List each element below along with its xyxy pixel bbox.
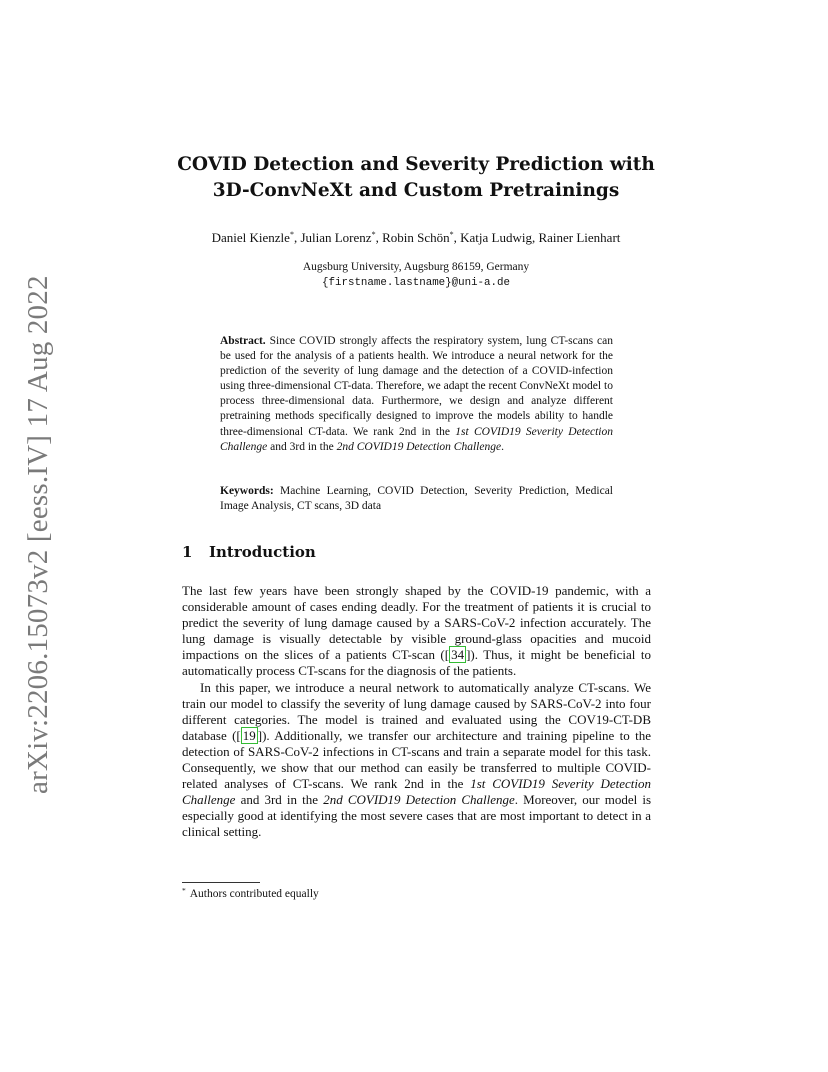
affiliation — [150, 259, 682, 291]
author-mark: * — [371, 230, 376, 239]
citation-link[interactable]: 19 — [242, 727, 256, 743]
paragraph — [182, 583, 651, 680]
footnote-rule — [182, 882, 260, 883]
paper-title-line-1: COVID Detection and Severity Prediction with — [177, 154, 655, 175]
footnote — [182, 886, 319, 900]
affiliation-email: {firstname.lastname}@uni-a.de — [322, 277, 510, 289]
author-mark: * — [289, 230, 294, 239]
author-name: Robin Schön — [382, 230, 450, 245]
paragraph-text: In this paper, we introduce a neural network to automatically analyze CT-scans. We train our model to classify the severity of lung damage caused by SARS-CoV-2 into four different categories. The model is trained and evaluated using the COV19-CT-DB database ([ — [182, 679, 651, 743]
keywords — [220, 484, 613, 514]
keywords-text: Machine Learning, COVID Detection, Severity Prediction, Medical Image Analysis, CT scans, 3D data — [220, 485, 613, 513]
introduction-body — [182, 583, 651, 841]
author-separator: , — [375, 230, 383, 245]
abstract-text-between: and 3rd in the — [267, 440, 337, 453]
paragraph-text: ]). Additionally, we transfer our architecture and training pipeline to the detection of SARS-CoV-2 infections in CT-scans and train a separate model for this task. Consequently, we show that our method can easily be transferred to multiple COVID-related analyses of CT-scans. We rank 2nd in the — [182, 727, 651, 792]
paragraph-challenge-2: 2nd COVID19 Detection Challenge — [323, 792, 515, 808]
paragraph-text: The last few years have been strongly shaped by the COVID-19 pandemic, with a considerable amount of cases ending deadly. For the treatment of patients it is crucial to predict the severity of lung damage caused by a SARS-CoV-2 infection accurately. The lung damage is visually detectable by visible ground-glass opacities and mucoid impactions on the slices of a patients CT-scan ([ — [182, 583, 651, 663]
author-name: Rainer Lienhart — [538, 230, 621, 245]
abstract-label: Abstract. — [220, 335, 266, 347]
paragraph-challenge-1: 1st COVID19 Severity Detection Challenge — [182, 776, 651, 808]
author-name: Daniel Kienzle — [211, 230, 290, 245]
paper-title — [150, 152, 682, 204]
arxiv-identifier-stamp: arXiv:2206.15073v2 [eess.IV] 17 Aug 2022 — [22, 275, 54, 794]
paper-title-line-2: 3D-ConvNeXt and Custom Pretrainings — [212, 180, 620, 201]
author-separator: , — [293, 230, 301, 245]
abstract — [220, 334, 613, 455]
author-name: Julian Lorenz — [300, 230, 372, 245]
paragraph-text: . Moreover, our model is especially good at identifying the most severe cases that are most important to detect in a clinical setting. — [182, 792, 652, 840]
author-name: Katja Ludwig — [460, 230, 532, 245]
abstract-challenge-2: 2nd COVID19 Detection Challenge — [336, 440, 502, 453]
paragraph-text: and 3rd in the — [235, 792, 324, 808]
affiliation-institution: Augsburg University, Augsburg 86159, Germany — [302, 261, 530, 273]
citation-link[interactable]: 34 — [451, 647, 465, 663]
author-separator: , — [531, 230, 539, 245]
paragraph-text: ]). Thus, it might be beneficial to automatically process CT-scans for the diagnosis of the patients. — [182, 647, 652, 679]
section-number: 1 — [182, 543, 193, 561]
section-title: Introduction — [209, 543, 316, 561]
author-mark: * — [449, 230, 454, 239]
abstract-text-end: . — [501, 440, 504, 453]
abstract-challenge-1: 1st COVID19 Severity Detection Challenge — [220, 425, 613, 453]
author-separator: , — [453, 230, 461, 245]
author-list — [150, 230, 682, 246]
footnote-mark: * — [182, 886, 186, 895]
abstract-text: Since COVID strongly affects the respiratory system, lung CT-scans can be used for the analysis of a patients health. We introduce a neural network for the prediction of the severity of lung damage and the detection of a COVID-infection using three-dimensional CT-data. Therefore, we adapt the recent ConvNeXt model to process three-dimensional data. Furthermore, we design and analyze different pretraining methods specifically designed to improve the models ability to handle three-dimensional CT-data. We rank 2nd in the — [220, 335, 613, 438]
paragraph — [182, 680, 651, 841]
footnote-text: Authors contributed equally — [189, 888, 319, 900]
section-heading-introduction — [182, 543, 316, 561]
keywords-label: Keywords: — [220, 485, 274, 497]
